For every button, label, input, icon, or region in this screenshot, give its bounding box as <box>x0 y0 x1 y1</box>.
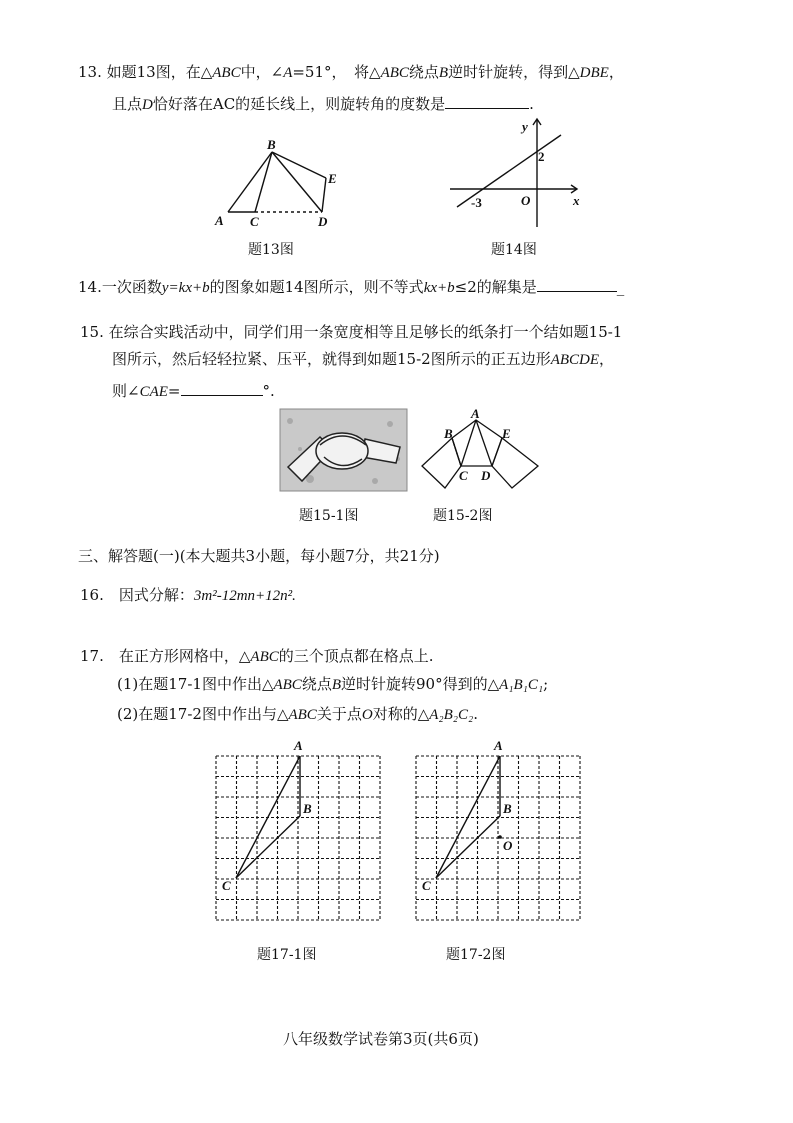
fig14-label-x: x <box>573 193 580 208</box>
fig15-2-label-e: E <box>502 426 511 441</box>
q14-number: 14. <box>78 278 102 296</box>
q13-answer-blank[interactable] <box>445 94 529 109</box>
q16-number: 16. <box>80 586 104 604</box>
q13-line2: 且点D恰好落在AC的延长线上，则旋转角的度数是 . <box>112 95 534 113</box>
q17-line1: 17. 在正方形网格中，△ABC的三个顶点都在格点上. <box>80 647 434 665</box>
fig17-1-label-a: A <box>294 738 303 753</box>
q15-answer-blank[interactable] <box>181 381 263 396</box>
fig17-2-label-o: O <box>503 838 513 853</box>
q14-line: 14.一次函数y=kx+b的图象如题14图所示，则不等式kx+b≤2的解集是 _ <box>78 278 625 296</box>
fig14-label-y: y <box>522 119 528 134</box>
q15-number: 15. <box>80 323 104 341</box>
fig14-caption: 题14图 <box>491 242 537 258</box>
fig13-label-a: A <box>215 213 224 228</box>
figure-15-1-knot-photo <box>280 409 407 491</box>
fig15-2-label-b: B <box>444 426 453 441</box>
q13-number: 13. <box>78 63 102 81</box>
q13-line1 <box>78 61 624 82</box>
figure-14 <box>445 115 590 235</box>
fig15-1-caption: 题15-1图 <box>299 508 359 524</box>
fig13-caption: 题13图 <box>248 242 294 258</box>
fig14-label-2: 2 <box>538 149 545 164</box>
q15-line1: 15. 在综合实践活动中，同学们用一条宽度相等且足够长的纸条打一个结如题15-1 <box>80 323 623 341</box>
q13-text: 如题13图，在△ABC中，∠A=51°， 将△ABC绕点B逆时针旋转，得到△DBE， <box>106 63 624 81</box>
fig13-label-d: D <box>318 214 328 229</box>
figure-13 <box>210 137 350 235</box>
fig15-2-caption: 题15-2图 <box>433 508 493 524</box>
figure-17-2-grid <box>410 735 585 925</box>
q17-part1: (1)在题17-1图中作出△ABC绕点B逆时针旋转90°得到的△A₁B₁C₁; <box>117 675 549 693</box>
fig14-label-neg3: -3 <box>471 195 482 210</box>
fig15-2-label-d: D <box>481 468 491 483</box>
q17-number: 17. <box>80 647 104 665</box>
fig17-2-caption: 题17-2图 <box>446 947 506 963</box>
fig13-label-b: B <box>267 137 276 152</box>
section-3-title: 三、解答题(一)(本大题共3小题，每小题7分，共21分) <box>78 547 440 565</box>
page-footer: 八年级数学试卷第3页(共6页) <box>283 1030 479 1048</box>
fig17-1-caption: 题17-1图 <box>257 947 317 963</box>
q15-line3: 则∠CAE= °. <box>112 382 275 400</box>
fig17-2-label-b: B <box>503 801 512 816</box>
fig13-label-e: E <box>328 171 337 186</box>
figure-15-2 <box>418 408 543 488</box>
figure-17-1-grid <box>210 735 385 925</box>
fig15-2-label-a: A <box>471 406 480 421</box>
fig14-label-o: O <box>521 193 531 208</box>
q14-answer-blank[interactable] <box>537 277 617 292</box>
fig17-1-label-b: B <box>303 801 312 816</box>
fig13-label-c: C <box>250 214 259 229</box>
q16-line: 16. 因式分解：3m²-12mn+12n². <box>80 586 296 604</box>
q15-line2: 图所示，然后轻轻拉紧、压平，就得到如题15-2图所示的正五边形ABCDE， <box>112 350 615 368</box>
fig15-2-label-c: C <box>459 468 468 483</box>
q17-part2: (2)在题17-2图中作出与△ABC关于点O对称的△A₂B₂C₂. <box>117 705 478 723</box>
fig17-2-label-c: C <box>422 878 431 893</box>
fig17-1-label-c: C <box>222 878 231 893</box>
fig17-2-label-a: A <box>494 738 503 753</box>
